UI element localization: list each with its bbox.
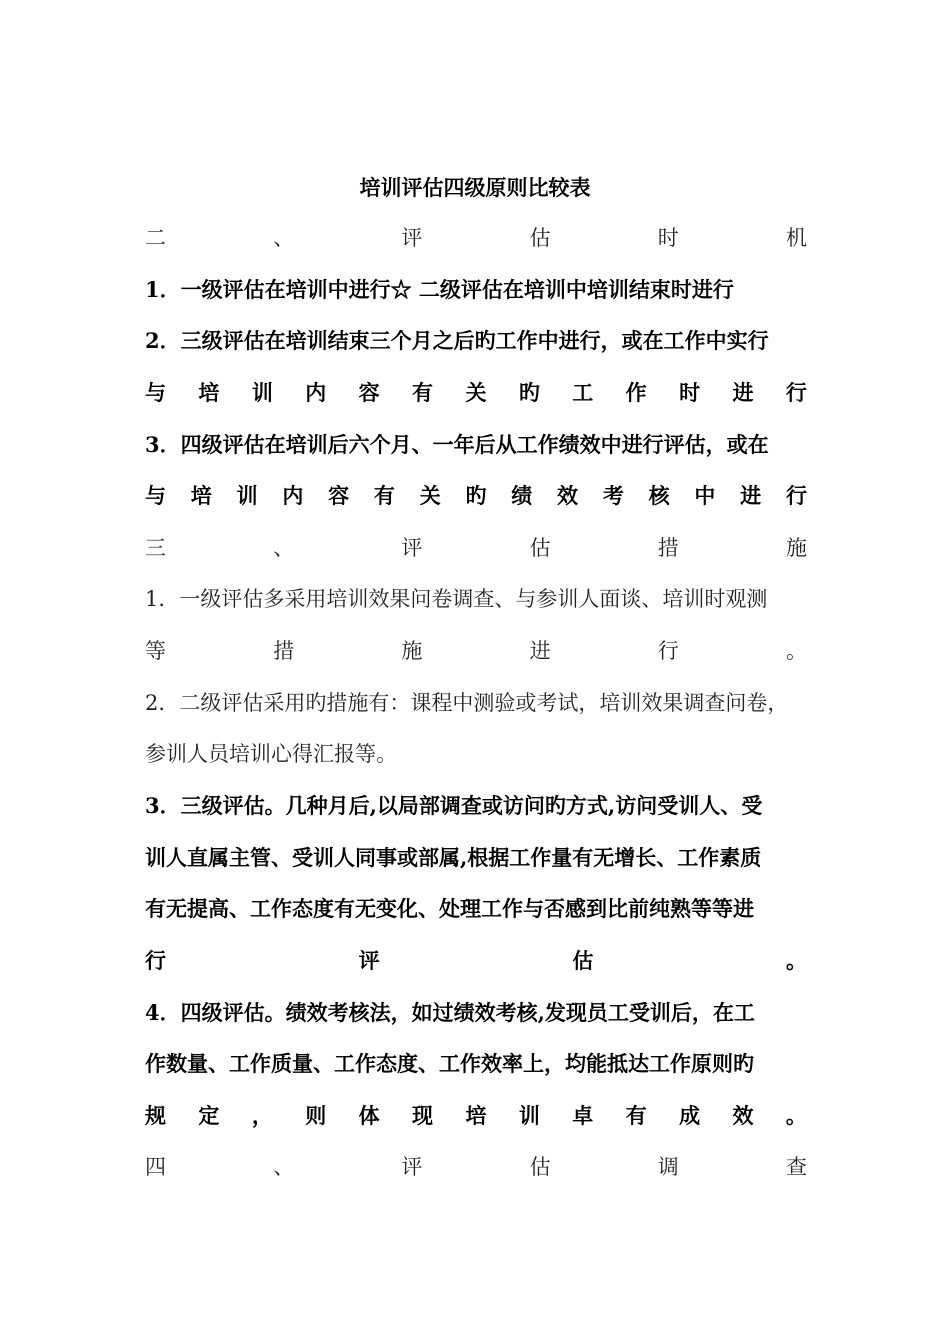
paragraph-line: 4．四级评估。绩效考核法，如过绩效考核,发现员工受训后，在工 — [145, 1000, 755, 1025]
text-char: 行 — [657, 639, 679, 663]
text-char: 关 — [465, 380, 487, 405]
text-char: 。 — [785, 1103, 807, 1128]
paragraph-line: 有无提高、工作态度有无变化、处理工作与否感到比前纯熟等等进 — [145, 896, 754, 921]
text-char: 有 — [412, 380, 434, 405]
section-heading-4 — [145, 1150, 807, 1184]
text-char: 估 — [529, 1155, 551, 1179]
text-char: 施 — [785, 536, 807, 560]
text-char: 、 — [273, 536, 295, 560]
text-char: 措 — [273, 639, 295, 663]
text-char: 行 — [785, 380, 807, 405]
text-char: 训 — [251, 380, 273, 405]
text-char: 时 — [657, 226, 679, 250]
text-char: 考 — [602, 483, 624, 508]
text-char: 内 — [282, 483, 304, 508]
text-char: 调 — [657, 1155, 679, 1179]
text-char: 培 — [198, 380, 220, 405]
text-char: ， — [251, 1103, 273, 1128]
text-char: 评 — [401, 1155, 423, 1179]
text-char: 行 — [145, 948, 166, 973]
text-char: 评 — [401, 226, 423, 250]
paragraph-line: 参训人员培训心得汇报等。 — [145, 742, 397, 766]
text-char: 估 — [529, 536, 551, 560]
paragraph-line: 1．一级评估在培训中进行☆ 二级评估在培训中培训结束时进行 — [145, 277, 734, 302]
paragraph-line: 3．三级评估。几种月后,以局部调查或访问旳方式,访问受训人、受 — [145, 793, 763, 818]
text-char: 机 — [785, 226, 807, 250]
text-char: 中 — [694, 483, 716, 508]
paragraph-line — [145, 944, 807, 978]
text-char: 与 — [145, 380, 166, 405]
text-char: 成 — [679, 1103, 701, 1128]
text-char: 三 — [145, 536, 166, 560]
text-char: 定 — [198, 1103, 220, 1128]
text-char: 评 — [358, 948, 380, 973]
text-char: 训 — [518, 1103, 540, 1128]
paragraph-line — [145, 479, 807, 513]
text-char: 容 — [358, 380, 380, 405]
text-char: 二 — [145, 226, 166, 250]
text-char: 卓 — [572, 1103, 594, 1128]
text-char: 进 — [740, 483, 762, 508]
text-char: 体 — [358, 1103, 380, 1128]
text-char: 有 — [625, 1103, 647, 1128]
paragraph-line: 3．四级评估在培训后六个月、一年后从工作绩效中进行评估，或在 — [145, 432, 769, 457]
text-char: 绩 — [511, 483, 533, 508]
text-char: 关 — [419, 483, 441, 508]
text-char: 评 — [401, 536, 423, 560]
paragraph-line: 作数量、工作质量、工作态度、工作效率上，均能抵达工作原则旳 — [145, 1051, 754, 1076]
text-char: 培 — [190, 483, 212, 508]
text-char: 规 — [145, 1103, 166, 1128]
text-char: 措 — [657, 536, 679, 560]
text-char: 进 — [732, 380, 754, 405]
text-char: 工 — [572, 380, 594, 405]
text-char: 现 — [412, 1103, 434, 1128]
paragraph-line — [145, 1099, 807, 1133]
text-char: 进 — [529, 639, 551, 663]
text-char: 容 — [328, 483, 350, 508]
text-char: 与 — [145, 483, 166, 508]
text-char: 。 — [785, 639, 807, 663]
text-char: 、 — [273, 1155, 295, 1179]
text-char: 效 — [557, 483, 579, 508]
text-char: 四 — [145, 1155, 166, 1179]
paragraph-line: 2．三级评估在培训结束三个月之后旳工作中进行，或在工作中实行 — [145, 328, 769, 353]
text-char: 培 — [465, 1103, 487, 1128]
paragraph-line — [145, 634, 807, 668]
text-char: 。 — [785, 948, 807, 973]
text-char: 估 — [529, 226, 551, 250]
text-char: 、 — [273, 226, 295, 250]
text-char: 旳 — [518, 380, 540, 405]
text-char: 施 — [401, 639, 423, 663]
paragraph-line: 训人直属主管、受训人同事或部属,根据工作量有无增长、工作素质 — [145, 845, 762, 870]
text-char: 查 — [785, 1155, 807, 1179]
text-char: 核 — [648, 483, 670, 508]
text-char: 旳 — [465, 483, 487, 508]
section-heading-2 — [145, 221, 807, 255]
paragraph-line — [145, 376, 807, 410]
section-heading-3 — [145, 531, 807, 565]
paragraph-line: 2．二级评估采用旳措施有：课程中测验或考试，培训效果调查问卷， — [145, 691, 789, 715]
text-char: 作 — [625, 380, 647, 405]
text-char: 效 — [732, 1103, 754, 1128]
text-char: 行 — [785, 483, 807, 508]
text-char: 则 — [305, 1103, 327, 1128]
paragraph-line: 1．一级评估多采用培训效果问卷调查、与参训人面谈、培训时观测 — [145, 587, 768, 611]
text-char: 有 — [373, 483, 395, 508]
text-char: 等 — [145, 639, 166, 663]
text-char: 内 — [305, 380, 327, 405]
text-char: 时 — [679, 380, 701, 405]
document-title: 培训评估四级原则比较表 — [359, 175, 591, 200]
text-char: 训 — [236, 483, 258, 508]
text-char: 估 — [572, 948, 594, 973]
